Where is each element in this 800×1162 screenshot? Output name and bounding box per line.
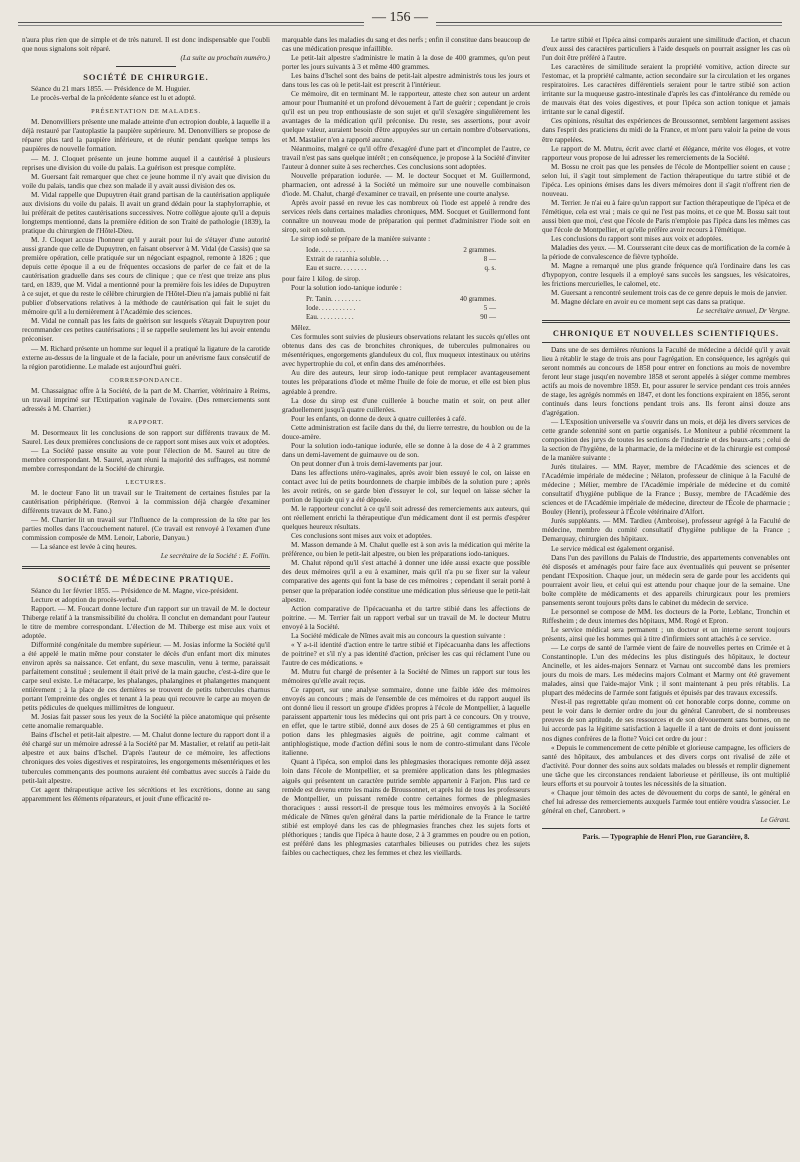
text-paragraph: Pour la solution iodo-tanique iodurée, elle se donne à la dose de 4 à 2 grammes dans un demi-lavement de guimauve ou de son. bbox=[282, 441, 530, 459]
text-paragraph: — M. Richard présente un homme sur lequel il a pratiqué la ligature de la carotide externe au-dessus de la linguale et de la faciale, pour un anévrisme faux consécutif de la région parotidienne. Le malade est aujourd'hui guéri. bbox=[22, 344, 270, 371]
session-date: Séance du 1er février 1855. — Présidence de M. Magne, vice-président. bbox=[31, 586, 239, 595]
column-1 bbox=[22, 36, 270, 1154]
text-paragraph: Nouvelle préparation iodurée. — M. le docteur Socquet et M. Guillermond, pharmacien, ont adressé à la Société un mémoire sur une nouvelle combinaison d'iode. M. Chalut, chargé d'examiner ce travail, en présente une courte analyse. bbox=[282, 171, 530, 198]
text-paragraph: N'est-il pas regrettable qu'au moment où cet honorable corps donne, comme on peut le voir dans le dernier ordre du jour du général Canrobert, de si nombreuses preuves de son aptitude, de ses ressources et de son dévouement sans bornes, on ne lui accorde pas la légitime satisfaction à laquelle il a tant de droits et dont jouissent nos dignes confrères de la flotte? Voici cet ordre du jour : bbox=[542, 698, 790, 743]
text-paragraph: Action comparative de l'ipécacuanha et du tartre stibié dans les affections de poitrine. — M. Terrier fait un rapport verbal sur un travail de M. le docteur Mutru envoyé à la Société. bbox=[282, 604, 530, 631]
text-paragraph: M. Vidal ne connaît pas les faits de guérison sur lesquels s'étayait Dupuytren pour recommander ces petites cautérisations ; il se rappelle seulement les lui avoir entendu préconiser. bbox=[22, 317, 270, 344]
gerant-label: Le Gérant. bbox=[760, 816, 790, 824]
text-paragraph: M. Magne déclare en avoir eu ce moment sept cas dans sa pratique. bbox=[551, 298, 745, 307]
subsection-title: PRÉSENTATION DE MALADES. bbox=[91, 108, 201, 116]
text-paragraph: Bains d'Ischel et petit-lait alpestre. — M. Chalut donne lecture du rapport dont il a été chargé sur un mémoire adressé à la Société par M. Mastalier, et relatif au petit-lait alpestre et aux bains d'Ischel. D'après l'auteur de ce mémoire, les affections chroniques des voies digestives et respiratoires, les engorgements mésentériques et les tubercules commençants des poumons auraient été combattus avec succès à l'aide du petit-lait alpestre. bbox=[22, 731, 270, 785]
columns bbox=[22, 36, 790, 1154]
text-paragraph: Ces conclusions sont mises aux voix et adoptées. bbox=[291, 532, 432, 541]
subsection-title: RAPPORT. bbox=[128, 418, 164, 426]
text-paragraph: Dans une de ses dernières réunions la Faculté de médecine a décidé qu'il y avait lieu à rétablir le stage de trois ans pour l'agrégation. En conséquence, les agrégés qui seront nommés au concours de 1858 pour entrer en fonctions au mois de novembre feront leur stage jusqu'en novembre 1858 et seront appelés à siéger comme membres actifs au mois de novembre 1859. Et, pour assurer le service pendant ces trois années de stage, les agrégés nommés en 1847, et dont les fonctions expiraient en 1856, seront continués dans leurs fonctions pendant trois ans. Ils feront ainsi douze ans d'agrégation. bbox=[542, 345, 790, 417]
text-paragraph: Pour les enfants, on donne de deux à quatre cuillerées à café. bbox=[291, 414, 467, 423]
signature: Le secrétaire de la Société : E. Follin. bbox=[160, 552, 270, 561]
text-paragraph: Néanmoins, malgré ce qu'il offre d'exagéré d'une part et d'incomplet de l'autre, ce travail n'est pas sans quelque intérêt ; en conséquence, je propose à la Société d'inviter l'auteur à donner suite à ses recherches. Ces conclusions sont adoptées. bbox=[282, 144, 530, 171]
section-title: SOCIÉTÉ DE MÉDECINE PRATIQUE. bbox=[58, 574, 234, 584]
text-paragraph: Dans l'un des pavillons du Palais de l'Industrie, des appartements convenables ont été disposés et aménagés pour faire face aux éventualités qui peuvent se présenter pendant l'Exposition. Chaque jour, un médecin sera de garde pour les accidents qui pourraient avoir lieu, et celui qui est attendu pour chaque jour de la semaine. Une boîte complète de médicaments et des appareils chirurgicaux pour les premiers pansements seront toujours prêts dans le cabinet du médecin de service. bbox=[542, 553, 790, 607]
text-paragraph: M. le rapporteur conclut à ce qu'il soit adressé des remerciements aux auteurs, qui ont réellement enrichi la thérapeutique d'un médicament dont il est permis d'espérer quelques heureux résultats. bbox=[282, 505, 530, 532]
subsection-title: CORRESPONDANCE. bbox=[109, 376, 183, 384]
text-paragraph: M. Masson demande à M. Chalut quelle est à son avis la médication qui mérite la préférence, ou bien le petit-lait alpestre, ou bien les préparations iodo-taniques. bbox=[282, 541, 530, 559]
column-3 bbox=[542, 36, 790, 1154]
page-header bbox=[18, 10, 782, 32]
text-paragraph: Ces opinions, résultat des expériences de Broussonnet, semblent largement assises dans l'esprit des praticiens du midi de la France, et m'ont paru valoir la peine de vous être rappelées. bbox=[542, 117, 790, 144]
text-paragraph: Dans les affections utéro-vaginales, après avoir bien essuyé le col, on laisse en contact avec lui de petits bourdonnets de charpie imbibés de la solution pure ; après les avoir retirés, on se garde bien d'essuyer le col, sur lequel on laisse sécher la portion de liquide qui y a été déposée. bbox=[282, 468, 530, 505]
text-paragraph: — Le corps de santé de l'armée vient de faire de nouvelles pertes en Crimée et à Constantinople. L'un des médecins les plus distingués des hôpitaux, le docteur Ancinelle, et les aides-majors Sennarz et Varnau ont succombé dans les premiers jours du mois de mars. Les médecins majors Colmant et Marmy ont été gravement malades, ainsi que l'aide-major Vink ; il sont maintenant à peu près rétablis. La plupart des médecins de l'armée sont fatigués et épuisés par des travaux excessifs. bbox=[542, 644, 790, 698]
section-title: CHRONIQUE ET NOUVELLES SCIENTIFIQUES. bbox=[552, 329, 780, 339]
text-paragraph: « Chaque jour témoin des actes de dévouement du corps de santé, le général en chef lui adresse des remerciements auxquels l'armée tout entière voudra s'associer. Le général en chef, Canrobert. » bbox=[542, 788, 790, 815]
text-paragraph: M. Bossu ne croit pas que les pensées de l'école de Montpellier soient en cause ; selon lui, il s'agit tout simplement de l'action thérapeutique du tartre stibié et de l'ipéca. Les opinions émises dans les divers mémoires dont il s'agit n'offrent rien de nouveau. bbox=[542, 162, 790, 198]
text-paragraph: Le rapport de M. Mutru, écrit avec clarté et élégance, mérite vos éloges, et votre rapporteur vous propose de lui adresser les remerciements de la Société. bbox=[542, 144, 790, 162]
text-paragraph: M. J. Cloquet accuse l'honneur qu'il y aurait pour lui de s'étayer d'une autorité aussi grande que celle de Dupuytren, en faisant observer à M. Vidal (de Cassis) que sa première opération, celle pratiquée sur un négociant espagnol, remonte à 1826 ; que depuis cette époque il a eu de fréquentes occasions de parler de ce fait et de la cautérisation graduelle dans ses cours de clinique ; que ce n'est que treize ans plus tard, en 1839, que M. Vidal a mentionné pour la première fois les idées de Dupuytren à ce sujet, et que du reste le célèbre chirurgien de l'Hôtel-Dieu n'a jamais publié ni fait publier d'observations relatives à la méthode de cautérisation qui fait le sujet du mémoire qu'il a lu dernièrement à l'Académie des sciences. bbox=[22, 235, 270, 317]
text-paragraph: M. Chalut répond qu'il s'est attaché à donner une idée aussi exacte que possible des deux mémoires qu'il a eu à examiner, mais qu'il n'a pu se fixer sur la valeur comparative des agents qui font la base de ces mémoires ; cependant il serait porté à penser que la préparation iodée constitue une médication plus sérieuse que le petit-lait alpestre. bbox=[282, 559, 530, 604]
text-paragraph: « Depuis le commencement de cette pénible et glorieuse campagne, les officiers de santé des hôpitaux, des ambulances et des divers corps ont rivalisé de zèle et d'activité. Pour donner des soins aux soldats malades ou blessés et remplir dignement une tâche que les circonstances rendaient laborieuse et périlleuse, ils ont multiplié leurs efforts et su pourvoir à toutes les nécessités de la situation. bbox=[542, 743, 790, 788]
text-paragraph: Le tartre stibié et l'ipéca ainsi comparés auraient une similitude d'action, et chacun d'eux aussi des caractères particuliers à l'aide desquels on pourrait assigner les cas où l'un doit être préféré à l'autre. bbox=[542, 36, 790, 63]
text-paragraph: M. Chassaignac offre à la Société, de la part de M. Charrier, vétérinaire à Reims, un travail imprimé sur l'Extirpation vaginale de l'ovaire. (Des remerciements sont adressés à M. Charrier.) bbox=[22, 386, 270, 413]
text-paragraph: M. Guersant fait remarquer que chez ce jeune homme il n'y avait que division du voile du palais, tandis que chez son malade il y avait aussi division des os. bbox=[22, 172, 270, 190]
text-paragraph: n'aura plus rien que de simple et de très naturel. Il est donc indispensable que l'oubli que nous signalons soit réparé. bbox=[22, 36, 270, 54]
text-paragraph: Mêlez. bbox=[291, 324, 311, 333]
text-paragraph: — M. Charrier lit un travail sur l'Influence de la compression de la tête par les parties molles dans l'accouchement naturel. (Ce travail est renvoyé à l'examen d'une commission composée de MM. Lenoir, Laborie, Danyau.) bbox=[22, 516, 270, 543]
text-paragraph: M. Desormeaux lit les conclusions de son rapport sur différents travaux de M. Saurel. Les deux premières conclusions de ce rapport sont mises aux voix et adoptées. bbox=[22, 428, 270, 446]
text-paragraph: M. Magne a remarqué une plus grande fréquence qu'à l'ordinaire dans les cas d'hypopyon, contre lesquels il a employé sans succès les sangsues, les vésicatoires, les frictions mercurielles, le calomel, etc. bbox=[542, 262, 790, 289]
text-paragraph: Lecture et adoption du procès-verbal. bbox=[31, 595, 139, 604]
text-paragraph: M. Guersant a rencontré seulement trois cas de ce genre depuis le mois de janvier. bbox=[551, 289, 787, 298]
text-paragraph: — L'Exposition universelle va s'ouvrir dans un mois, et déjà les divers services de cette grande solennité sont en partie organisés. Le Moniteur a publié récemment la composition des jurys de toutes les sections de l'industrie et des beaux-arts ; celui de la section de l'hygiène, de la pharmacie, de la médecine et de la chirurgie est composé de la manière suivante : bbox=[542, 417, 790, 463]
subsection-title: LECTURES. bbox=[125, 479, 167, 487]
text-paragraph: La dose du sirop est d'une cuillerée à bouche matin et soir, on peut aller graduellement jusqu'à quatre cuillerées. bbox=[282, 396, 530, 414]
text-paragraph: Jurés suppléants. — MM. Tardieu (Ambroise), professeur agrégé à la Faculté de médecine, membre du comité consultatif d'hygiène publique de la France ; Demarquay, chirurgien des hôpitaux. bbox=[542, 517, 790, 544]
text-paragraph: Les caractères de similitude seraient la propriété vomitive, action directe sur l'estomac, et la propriété calmante, action secondaire sur la circulation et les organes respiratoires. Les caractères différentiels seraient pour le tartre stibié son action irritante sur la muqueuse gastro-intestinale d'après les cas d'intolérance du remède ou de mauvais état des voies digestives, et pour l'ipéca son action tonique et jamais irritante sur le canal digestif. bbox=[542, 63, 790, 117]
text-paragraph: M. Terrier. Je n'ai eu à faire qu'un rapport sur l'action thérapeutique de l'ipéca et de l'émétique, cela est vrai ; mais ce qui ne l'est pas moins, et ce que M. Bossu sait tout aussi bien que moi, c'est que l'école de Paris n'emploie pas l'ipéca dans les mêmes cas que l'école de Montpellier, et qu'elle préfère avoir recours à l'émétique. bbox=[542, 198, 790, 234]
text-paragraph: M. Denonvilliers présente une malade atteinte d'un ectropion double, à laquelle il a déjà restauré par l'autoplastie la paupière supérieure. M. Denonvilliers se propose de réparer plus tard la paupière inférieure, et de réunir pendant quelque temps les paupières de nouvelle formation. bbox=[22, 118, 270, 154]
text-paragraph: Les bains d'Ischel sont des bains de petit-lait alpestre administrés tous les jours et dans tous les cas où le petit-lait est prescrit à l'intérieur. bbox=[282, 72, 530, 90]
text-paragraph: M. Mutru fut chargé de présenter à la Société de Nîmes un rapport sur tous les mémoires qu'elle avait reçus. bbox=[282, 667, 530, 685]
formula-row: Iode. . . . . . . . . . . 2 grammes. bbox=[306, 246, 496, 255]
text-paragraph: — La Société passe ensuite au vote pour l'élection de M. Saurel au titre de membre correspondant. M. Saurel, ayant réuni la majorité des suffrages, est nommé membre correspondant de la Société de chirurgie. bbox=[22, 446, 270, 474]
text-paragraph: Le procès-verbal de la précédente séance est lu et adopté. bbox=[31, 94, 196, 103]
text-paragraph: Le service médical sera permanent ; un docteur et un interne seront toujours présents, ainsi que les hommes qui à titre d'infirmiers sont attachés à ce service. bbox=[542, 625, 790, 643]
formula-row: Eau. . . . . . . . . . . 90 — bbox=[306, 313, 496, 322]
section-title: SOCIÉTÉ DE CHIRURGIE. bbox=[83, 73, 209, 83]
text-paragraph: Ces formules sont suivies de plusieurs observations relatant les succès qu'elles ont obtenus dans des cas de bronchites chroniques, de tubercules pulmonaires ou mésentériques, engorgements glanduleux du col, flux muqueux intestinaux ou utérins avec hypertrophie du col, et enfin dans des aménorrhées. bbox=[282, 333, 530, 369]
text-paragraph: Cette administration est facile dans du thé, du lierre terrestre, du houblon ou de la douce-amère. bbox=[282, 423, 530, 441]
text-paragraph: On peut donner d'un à trois demi-lavements par jour. bbox=[291, 459, 443, 468]
text-paragraph: Le petit-lait alpestre s'administre le matin à la dose de 400 grammes, qu'on peut porter les jours suivants à 3 et même 400 grammes. bbox=[282, 54, 530, 72]
text-paragraph: Quant à l'ipéca, son emploi dans les phlegmasies thoraciques remonte déjà assez loin dans l'école de Montpellier, et sa première application dans les phlegmasies aiguës qui présentent un caractère putride semble appartenir à Farjon. Plus tard ce remède est devenu entre les mains de Broussonnet, et après lui de tous les professeurs de Montpellier, un puissant remède contre certaines formes de phlegmasies thoraciques : aussi ressort-il de presque tous les mémoires envoyés à la Société médicale de Nîmes qu'en général dans la partie méridionale de la France le tartre stibié est employé dans les cas de phlegmasies franches chez les sujets forts et pléthoriques ; tandis que l'ipéca à haute dose, 2 à 3 grammes en poudre ou en potion, est préféré dans les phlegmasies catarrhales bilieuses ou putrides chez les sujets faibles ou cachectiques, chez les femmes et chez les vieillards. bbox=[282, 758, 530, 857]
text-paragraph: Après avoir passé en revue les cas nombreux où l'iode est appelé à rendre des services réels dans certaines maladies chroniques, MM. Socquet et Guillermond font connaître un nouveau mode de préparation qui permet d'administrer l'iode soit en sirop, soit en solution. bbox=[282, 198, 530, 234]
text-paragraph: Difformité congénitale du membre supérieur. — M. Josias informe la Société qu'il a été appelé le matin même pour constater le décès d'un enfant mort dix minutes environ après sa naissance. Cet enfant, du sexe masculin, venu à terme, paraissait parfaitement constitué ; seulement il était privé de la main gauche, c'est-à-dire que le carpe seul existe. Le métacarpe, les phalanges, phalangines et phalangettes manquent entièrement ; à la place de ces dernières se trouvent de petits tubercules charnus portant l'empreinte des ongles et tenant à la peau qui recouvre le carpe au moyen de petits pédicules de quelques millimètres de longueur. bbox=[22, 640, 270, 713]
formula-solution bbox=[306, 295, 530, 322]
signature: Le secrétaire annuel, Dr Vergne. bbox=[696, 307, 790, 316]
column-2 bbox=[282, 36, 530, 1154]
formula-row: Iode. . . . . . . . . . . 5 — bbox=[306, 304, 496, 313]
text-paragraph: La Société médicale de Nîmes avait mis au concours la question suivante : bbox=[291, 631, 506, 640]
formula-row: Extrait de ratanhia soluble. . . 8 — bbox=[306, 255, 496, 264]
text-paragraph: pour faire 1 kilog. de sirop. bbox=[282, 275, 361, 284]
text-paragraph: Jurés titulaires. — MM. Rayer, membre de l'Académie des sciences et de l'Académie impériale de médecine ; Nélaton, professeur de clinique à la Faculté de médecine ; Mélier, membre de l'Académie impériale de médecine et du comité consultatif d'hygiène publique de la France ; Bussy, membre de l'Académie des sciences et de l'Académie impériale de médecine, directeur de l'École de pharmacie ; Bouley (Henri), professeur à l'École vétérinaire d'Alfort. bbox=[542, 463, 790, 517]
text-paragraph: M. Vidal rappelle que Dupuytren était grand partisan de la cautérisation appliquée aux divisions du voile du palais. Il avait un grand dédain pour la staphylorraphie, et lui préférait de petites cautérisations successives. Notre collègue ajoute qu'il a depuis longtemps mentionné, dans la première édition de son Traité de pathologie (1839), la pratique du chirurgien de l'Hôtel-Dieu. bbox=[22, 190, 270, 235]
text-paragraph: Maladies des yeux. — M. Coursserant cite deux cas de mortification de la cornée à la période de convalescence de fièvre typhoïde. bbox=[542, 244, 790, 262]
text-paragraph: Rapport. — M. Foucart donne lecture d'un rapport sur un travail de M. le docteur Thiberge relatif à la transmissibilité du choléra. Il conclut en demandant pour l'auteur le titre de membre correspondant. L'élection de M. Thiberge est mise aux voix et adoptée. bbox=[22, 604, 270, 640]
text-paragraph: « Y a-t-il identité d'action entre le tartre stibié et l'ipécacuanha dans les affections de poitrine? et s'il n'y a pas identité d'action, préciser les cas qui réclament l'une ou l'autre de ces médications. » bbox=[282, 640, 530, 667]
text-paragraph: — M. J. Cloquet présente un jeune homme auquel il a cautérisé à plusieurs reprises une division du voile du palais. La guérison est presque complète. bbox=[22, 154, 270, 172]
text-paragraph: Le service médical est également organisé. bbox=[551, 544, 675, 553]
printer-footer: Paris. — Typographie de Henri Plon, rue Garancière, 8. bbox=[582, 832, 750, 841]
text-paragraph: Cet agent thérapeutique active les sécrétions et les excrétions, donne au sang apparemment les éléments réparateurs, et jouit d'une efficacité re- bbox=[22, 785, 270, 803]
page-number: — 156 — bbox=[364, 10, 436, 26]
text-paragraph: Au dire des auteurs, leur sirop iodo-tanique peut remplacer avantageusement toutes les préparations d'iode et même l'huile de foie de morue, et elle est bien plus agréable à prendre. bbox=[282, 369, 530, 396]
session-date: Séance du 21 mars 1855. — Présidence de M. Huguier. bbox=[31, 85, 191, 94]
text-paragraph: Ce mémoire, dit en terminant M. le rapporteur, atteste chez son auteur un ardent amour pour l'humanité et un profond dévouement à l'art de guérir ; cependant je crois qu'il est un peu trop enthousiaste de son sujet et qu'il s'exagère singulièrement les avantages de la médication qu'il préconise. Du reste, ses assertions, pour avoir quelque valeur, auraient besoin d'être appuyées sur un certain nombre d'observations, et M. Mastalier n'en a rapporté aucune. bbox=[282, 90, 530, 144]
text-paragraph: M. le docteur Fano lit un travail sur le Traitement de certaines fistules par la cautérisation périphérique. (Renvoi à la commission déjà chargée d'examiner différents travaux de M. Fano.) bbox=[22, 489, 270, 516]
formula-syrup bbox=[306, 246, 530, 273]
text-paragraph: Ce rapport, sur une analyse sommaire, donne une faible idée des mémoires envoyés au concours ; mais de l'ensemble de ces mémoires et du rapport auquel ils ont donné lieu il ressort un groupe d'idées propres à l'école de Montpellier, à laquelle paraissent appartenir tous les médecins qui ont pris part à ce concours. On y trouve, en effet, que le tartre stibié, donné aux doses de 25 à 60 centigrammes et plus en potion dans les phlegmasies aiguës de poitrine, agit comme calmant et antiphlogistique, mode d'action défini sous le nom de contro-stimulant dans l'école italienne. bbox=[282, 686, 530, 758]
text-paragraph: Pour la solution iodo-tanique iodurée : bbox=[291, 284, 402, 293]
formula-row: Pr. Tanin. . . . . . . . . 40 grammes. bbox=[306, 295, 496, 304]
formula-row: Eau et sucre. . . . . . . . q. s. bbox=[306, 264, 496, 273]
text-paragraph: Les conclusions du rapport sont mises aux voix et adoptées. bbox=[551, 235, 724, 244]
continued-note: (La suite au prochain numéro.) bbox=[180, 54, 270, 63]
text-paragraph: Le sirop iodé se prépare de la manière suivante : bbox=[291, 235, 431, 244]
text-paragraph: M. Josias fait passer sous les yeux de la Société la pièce anatomique qui présente cette anomalie remarquable. bbox=[22, 713, 270, 731]
text-paragraph: — La séance est levée à cinq heures. bbox=[31, 543, 137, 552]
text-paragraph: Le personnel se compose de MM. les docteurs de la Porte, Leblanc, Tronchin et Riffesheim ; de deux internes des hôpitaux, MM. Rogé et Epron. bbox=[542, 607, 790, 625]
text-paragraph: marquable dans les maladies du sang et des nerfs ; enfin il constitue dans beaucoup de cas une médication presque infaillible. bbox=[282, 36, 530, 54]
